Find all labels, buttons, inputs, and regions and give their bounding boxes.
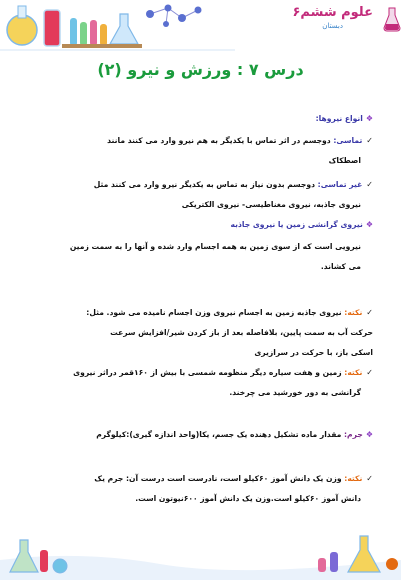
mass-text: مقدار ماده تشکیل دهنده یک جسم، یکا(واحد اندازه گیری):کیلوگرم xyxy=(96,430,345,439)
check-icon: ✓ xyxy=(366,136,373,145)
types-heading: انواع نیروها: xyxy=(315,114,363,123)
gravity-text-2-span: می کشاند. xyxy=(320,262,361,271)
note2-text-1: زمین و هفت سیاره دیگر منظومه شمسی با بیش از ۱۶۰قمر دراثر نیروی xyxy=(73,368,345,377)
check-icon: ✓ xyxy=(366,474,373,483)
note1-text-1: نیروی جاذبه زمین به اجسام نیروی وزن اجسام نامیده می شود. مثل: xyxy=(86,308,345,317)
contact-label: تماسی: xyxy=(333,136,363,145)
noncontact-line-2 xyxy=(16,196,373,213)
types-heading-line xyxy=(28,110,373,127)
note3-text-2: دانش آموز ۶۰کیلو است.وزن یک دانش آموز ۶۰۰نیوتون است. xyxy=(135,494,361,503)
check-icon: ✓ xyxy=(366,180,373,189)
mass-line xyxy=(28,426,373,443)
note2-text-2: گرانشی به دور خورشید می چرخند. xyxy=(229,388,361,397)
lesson-title: درس ۷ : ورزش و نیرو (۲) xyxy=(97,60,304,79)
note2-line-2 xyxy=(16,384,373,401)
contact-line xyxy=(28,132,373,149)
check-icon: ✓ xyxy=(366,308,373,317)
diamond-bullet-icon: ❖ xyxy=(365,430,373,439)
diamond-bullet-icon: ❖ xyxy=(365,220,373,229)
check-icon: ✓ xyxy=(366,368,373,377)
note1-line-2 xyxy=(28,324,373,341)
diamond-bullet-icon: ❖ xyxy=(365,114,373,123)
gravity-text-1 xyxy=(16,238,373,255)
flask-logo-icon xyxy=(383,6,401,32)
contact-text-2: اصطکاک xyxy=(328,156,361,165)
noncontact-text: دوجسم بدون نیاز به تماس به یکدیگر نیرو وارد می کنند مثل xyxy=(93,180,318,189)
note3-label: نکته: xyxy=(344,474,363,483)
note3-text-1: وزن یک دانش آموز ۶۰کیلو است، نادرست است درست آن: جرم یک xyxy=(94,474,345,483)
gravity-text-2 xyxy=(16,258,373,275)
note2-line xyxy=(28,364,373,381)
brand-subtitle: دبستان xyxy=(322,22,343,30)
noncontact-label: غیر تماسی: xyxy=(317,180,363,189)
note1-label: نکته: xyxy=(344,308,363,317)
noncontact-text-2: نیروی جاذبه، نیروی مغناطیسی- نیروی الکتریکی xyxy=(181,200,361,209)
note1-text-3: اسکی باز، با حرکت در سرازیری xyxy=(254,348,373,357)
note1-line-3 xyxy=(28,344,373,361)
note1-line xyxy=(28,304,373,321)
note3-line xyxy=(28,470,373,487)
contact-text: دوجسم در اثر تماس با یکدیگر به هم نیرو وارد می کنند مانند xyxy=(107,136,334,145)
noncontact-line xyxy=(28,176,373,193)
note2-label: نکته: xyxy=(344,368,363,377)
brand-logo xyxy=(279,4,389,44)
note1-text-2: حرکت آب به سمت پایین، بلافاصله بعد از باز کردن شیر/افزایش سرعت xyxy=(110,328,373,337)
brand-title: علوم ششم۶ xyxy=(292,5,373,20)
lab-footer-illustration xyxy=(0,530,401,580)
note3-line-2 xyxy=(16,490,373,507)
gravity-heading-line xyxy=(28,216,373,233)
brand-grade-digit: ۶ xyxy=(292,5,301,20)
contact-line-2 xyxy=(16,152,373,169)
mass-label: جرم: xyxy=(344,430,363,439)
gravity-text-1-span: نیرویی است که از سوی زمین به همه اجسام وارد شده و آنها را به سمت زمین xyxy=(69,242,361,251)
gravity-heading: نیروی گرانشی زمین یا نیروی جاذبه xyxy=(230,220,363,229)
